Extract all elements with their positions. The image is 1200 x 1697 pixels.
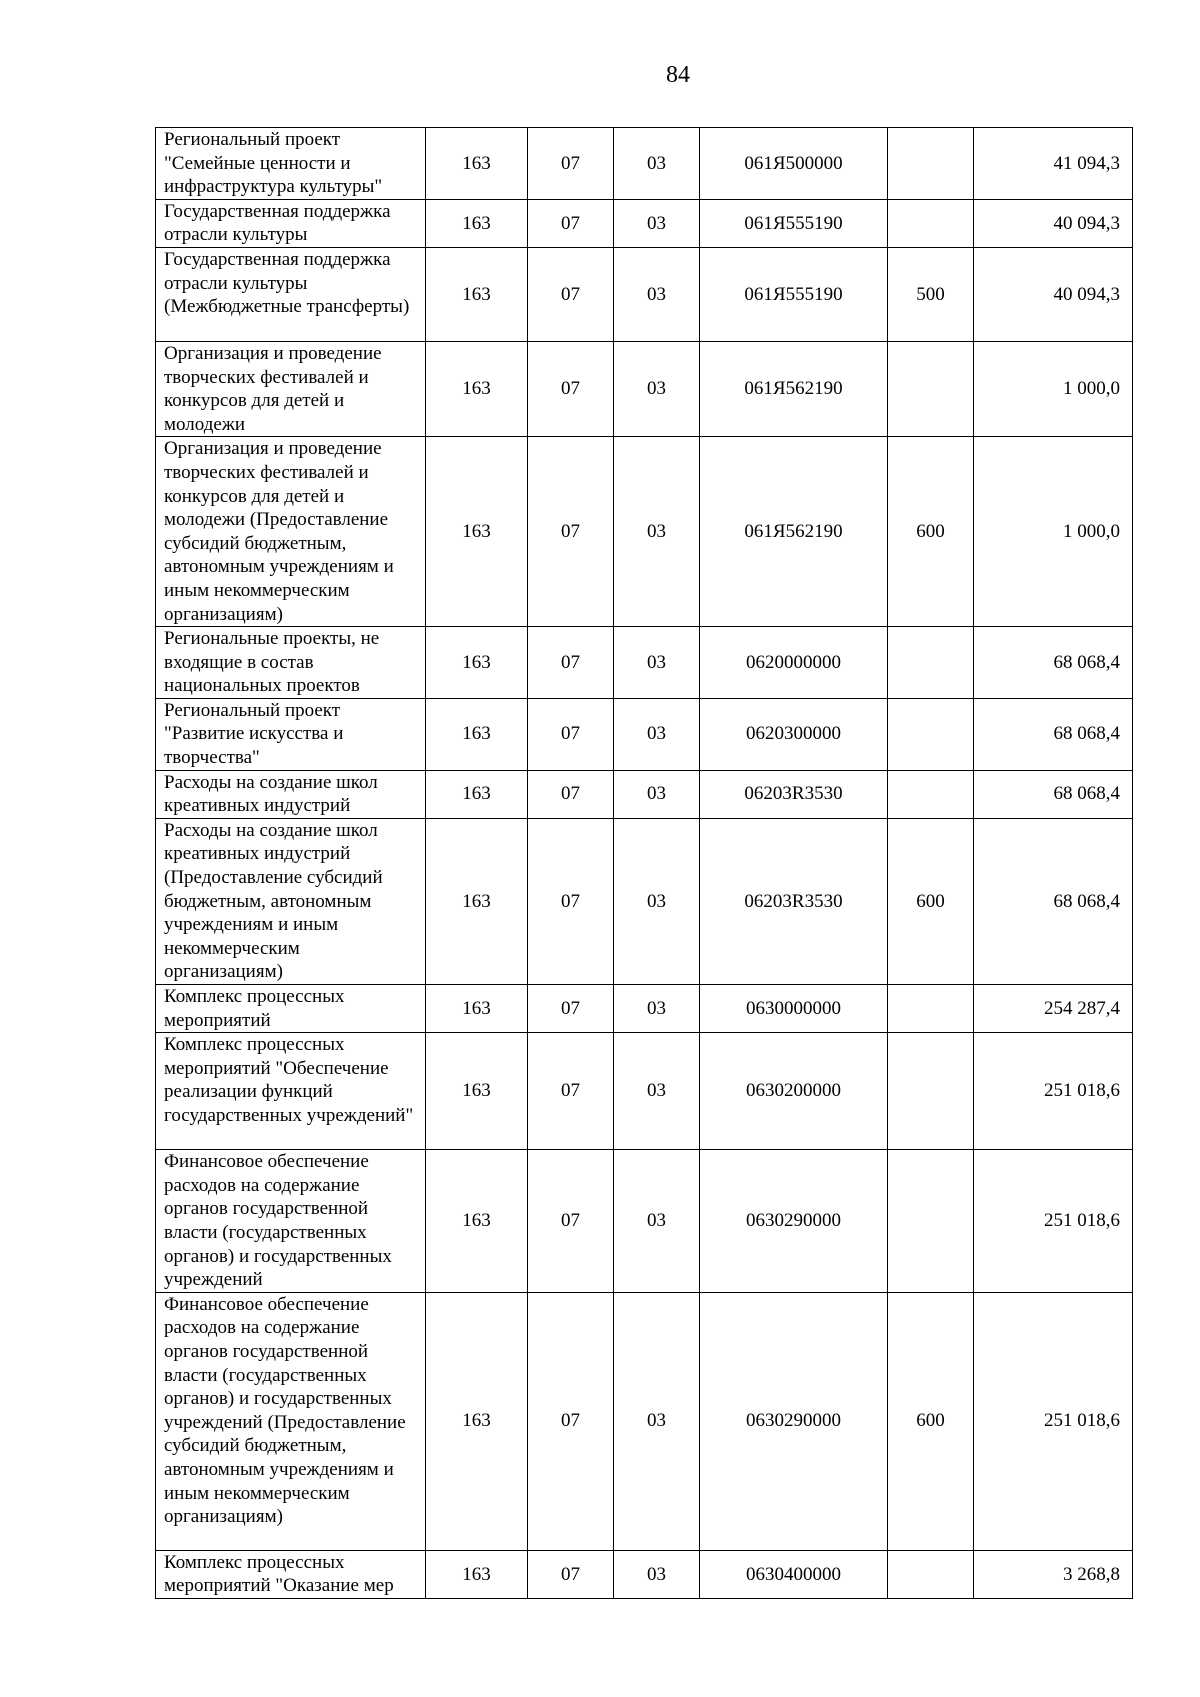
row-grbs: 163 [426, 199, 528, 247]
row-grbs: 163 [426, 770, 528, 818]
row-section: 07 [528, 247, 614, 341]
row-target-article: 061Я562190 [700, 341, 888, 436]
row-section: 07 [528, 199, 614, 247]
row-grbs: 163 [426, 1550, 528, 1598]
row-amount: 41 094,3 [974, 128, 1133, 200]
row-expense-type [888, 985, 974, 1033]
row-target-article: 061Я562190 [700, 437, 888, 627]
row-name: Региональный проект "Семейные ценности и инфраструктура культуры" [156, 128, 426, 200]
row-subsection: 03 [614, 1033, 700, 1150]
row-name: Комплекс процессных мероприятий [156, 985, 426, 1033]
row-name: Расходы на создание школ креативных индустрий [156, 770, 426, 818]
row-grbs: 163 [426, 1292, 528, 1550]
row-section: 07 [528, 698, 614, 770]
table-row [156, 199, 1133, 247]
row-expense-type [888, 341, 974, 436]
row-grbs: 163 [426, 128, 528, 200]
row-expense-type [888, 199, 974, 247]
row-grbs: 163 [426, 627, 528, 699]
row-expense-type [888, 1150, 974, 1293]
row-name: Комплекс процессных мероприятий "Обеспечение реализации функций государственных учреждений" [156, 1033, 426, 1150]
row-amount: 251 018,6 [974, 1033, 1133, 1150]
row-section: 07 [528, 1033, 614, 1150]
row-target-article: 061Я555190 [700, 199, 888, 247]
table-row [156, 698, 1133, 770]
row-expense-type: 500 [888, 247, 974, 341]
row-name: Региональный проект "Развитие искусства и творчества" [156, 698, 426, 770]
row-subsection: 03 [614, 627, 700, 699]
row-grbs: 163 [426, 1150, 528, 1293]
row-subsection: 03 [614, 698, 700, 770]
row-target-article: 06203R3530 [700, 818, 888, 984]
row-target-article: 0630290000 [700, 1292, 888, 1550]
row-target-article: 061Я500000 [700, 128, 888, 200]
row-subsection: 03 [614, 199, 700, 247]
row-amount: 254 287,4 [974, 985, 1133, 1033]
row-section: 07 [528, 1550, 614, 1598]
table-row [156, 818, 1133, 984]
table-row [156, 770, 1133, 818]
row-grbs: 163 [426, 985, 528, 1033]
row-target-article: 0630200000 [700, 1033, 888, 1150]
row-section: 07 [528, 627, 614, 699]
row-section: 07 [528, 1292, 614, 1550]
row-expense-type: 600 [888, 818, 974, 984]
row-target-article: 0620300000 [700, 698, 888, 770]
row-target-article: 06203R3530 [700, 770, 888, 818]
table-row [156, 1550, 1133, 1598]
row-grbs: 163 [426, 437, 528, 627]
table-row [156, 247, 1133, 341]
row-expense-type [888, 1033, 974, 1150]
row-subsection: 03 [614, 247, 700, 341]
row-expense-type: 600 [888, 1292, 974, 1550]
row-grbs: 163 [426, 1033, 528, 1150]
row-section: 07 [528, 818, 614, 984]
row-grbs: 163 [426, 341, 528, 436]
row-subsection: 03 [614, 770, 700, 818]
row-amount: 1 000,0 [974, 341, 1133, 436]
page-number: 84 [666, 62, 690, 88]
table-row [156, 985, 1133, 1033]
row-name: Государственная поддержка отрасли культуры [156, 199, 426, 247]
table-row [156, 437, 1133, 627]
row-amount: 251 018,6 [974, 1150, 1133, 1293]
row-section: 07 [528, 128, 614, 200]
row-amount: 1 000,0 [974, 437, 1133, 627]
row-name: Расходы на создание школ креативных индустрий (Предоставление субсидий бюджетным, автономным учреждениям и иным некоммерческим организациям) [156, 818, 426, 984]
row-name: Финансовое обеспечение расходов на содержание органов государственной власти (государственных органов) и государственных учреждений (Предоставление субсидий бюджетным, автономным учреждениям и иным некоммерческим организациям) [156, 1292, 426, 1550]
table-row [156, 1292, 1133, 1550]
row-target-article: 0630400000 [700, 1550, 888, 1598]
row-target-article: 0630000000 [700, 985, 888, 1033]
row-expense-type [888, 770, 974, 818]
row-section: 07 [528, 437, 614, 627]
table-row [156, 1150, 1133, 1293]
row-name: Организация и проведение творческих фестивалей и конкурсов для детей и молодежи [156, 341, 426, 436]
row-amount: 68 068,4 [974, 818, 1133, 984]
row-amount: 3 268,8 [974, 1550, 1133, 1598]
row-name: Государственная поддержка отрасли культуры (Межбюджетные трансферты) [156, 247, 426, 341]
row-subsection: 03 [614, 1550, 700, 1598]
row-amount: 251 018,6 [974, 1292, 1133, 1550]
table-row [156, 341, 1133, 436]
row-subsection: 03 [614, 437, 700, 627]
row-amount: 68 068,4 [974, 698, 1133, 770]
row-expense-type: 600 [888, 437, 974, 627]
row-subsection: 03 [614, 128, 700, 200]
row-expense-type [888, 698, 974, 770]
row-subsection: 03 [614, 985, 700, 1033]
row-subsection: 03 [614, 1292, 700, 1550]
table-row [156, 1033, 1133, 1150]
row-amount: 68 068,4 [974, 627, 1133, 699]
row-expense-type [888, 1550, 974, 1598]
row-subsection: 03 [614, 341, 700, 436]
row-target-article: 0630290000 [700, 1150, 888, 1293]
row-name: Региональные проекты, не входящие в состав национальных проектов [156, 627, 426, 699]
row-section: 07 [528, 985, 614, 1033]
row-subsection: 03 [614, 818, 700, 984]
budget-table [155, 127, 1133, 1599]
row-name: Финансовое обеспечение расходов на содержание органов государственной власти (государственных органов) и государственных учреждений [156, 1150, 426, 1293]
table-row [156, 627, 1133, 699]
row-expense-type [888, 627, 974, 699]
row-section: 07 [528, 1150, 614, 1293]
row-grbs: 163 [426, 247, 528, 341]
row-amount: 40 094,3 [974, 199, 1133, 247]
row-amount: 40 094,3 [974, 247, 1133, 341]
row-target-article: 061Я555190 [700, 247, 888, 341]
row-name: Организация и проведение творческих фестивалей и конкурсов для детей и молодежи (Предоставление субсидий бюджетным, автономным учреждениям и иным некоммерческим организациям) [156, 437, 426, 627]
table-row [156, 128, 1133, 200]
row-grbs: 163 [426, 698, 528, 770]
row-target-article: 0620000000 [700, 627, 888, 699]
row-section: 07 [528, 341, 614, 436]
row-grbs: 163 [426, 818, 528, 984]
row-name: Комплекс процессных мероприятий "Оказание мер [156, 1550, 426, 1598]
row-amount: 68 068,4 [974, 770, 1133, 818]
row-section: 07 [528, 770, 614, 818]
row-subsection: 03 [614, 1150, 700, 1293]
row-expense-type [888, 128, 974, 200]
